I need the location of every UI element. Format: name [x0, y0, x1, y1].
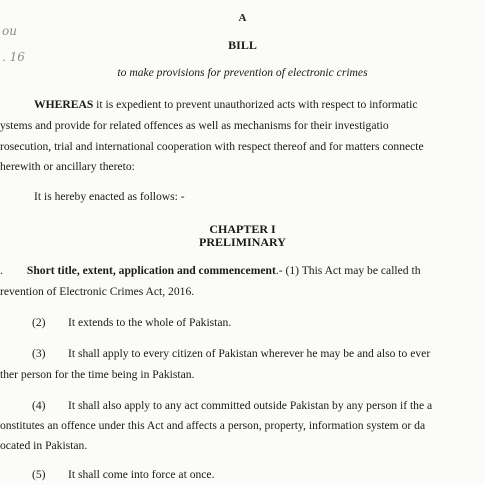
preamble-text: it is expedient to prevent unauthorized acts with respect to informatic [93, 98, 418, 111]
chapter-title: PRELIMINARY [199, 235, 286, 249]
handwritten-note-line: . 16 [2, 50, 25, 64]
clause-number: (2) [32, 316, 46, 329]
clause-line [32, 316, 231, 330]
clause-number: (5) [32, 468, 46, 481]
preamble-line: ystems and provide for related offences as well as mechanisms for their investigatio [0, 119, 389, 132]
clause-line: ocated in Pakistan. [0, 439, 88, 452]
clause-line [32, 399, 432, 413]
enactment-clause: It is hereby enacted as follows: - [34, 190, 185, 203]
preamble-line: rosecution, trial and international cooperation with respect thereof and for matters connecte [0, 140, 424, 153]
clause-line: ther person for the time being in Pakistan. [0, 368, 195, 381]
bill-subtitle: to make provisions for prevention of electronic crimes [117, 66, 368, 79]
section-heading: Short title, extent, application and commencement [26, 264, 276, 277]
clause-text: It shall apply to every citizen of Pakistan wherever he may be and also to ever [68, 347, 431, 360]
header-letter: A [238, 12, 247, 24]
section-text: .- (1) This Act may be called th [275, 264, 421, 277]
clause-number: (4) [32, 399, 46, 412]
clause-line [32, 468, 214, 482]
chapter-number: CHAPTER I [209, 222, 276, 236]
clause-text: It extends to the whole of Pakistan. [68, 316, 232, 329]
clause-text: It shall come into force at once. [68, 468, 215, 481]
clause-text: It shall also apply to any act committed outside Pakistan by any person if the a [68, 399, 433, 412]
section-marker: . [0, 264, 3, 277]
handwritten-note-line: ou [2, 24, 17, 38]
preamble-line: herewith or ancillary thereto: [0, 160, 135, 173]
clause-line [32, 347, 430, 361]
clause-line: onstitutes an offence under this Act and affects a person, property, information system or da [0, 419, 426, 432]
bill-title: BILL [228, 38, 257, 52]
preamble-line [34, 98, 417, 112]
clause-number: (3) [32, 347, 46, 360]
section-1-line: revention of Electronic Crimes Act, 2016. [0, 285, 195, 298]
whereas-lead: WHEREAS [34, 98, 94, 111]
section-1-line [0, 264, 421, 278]
